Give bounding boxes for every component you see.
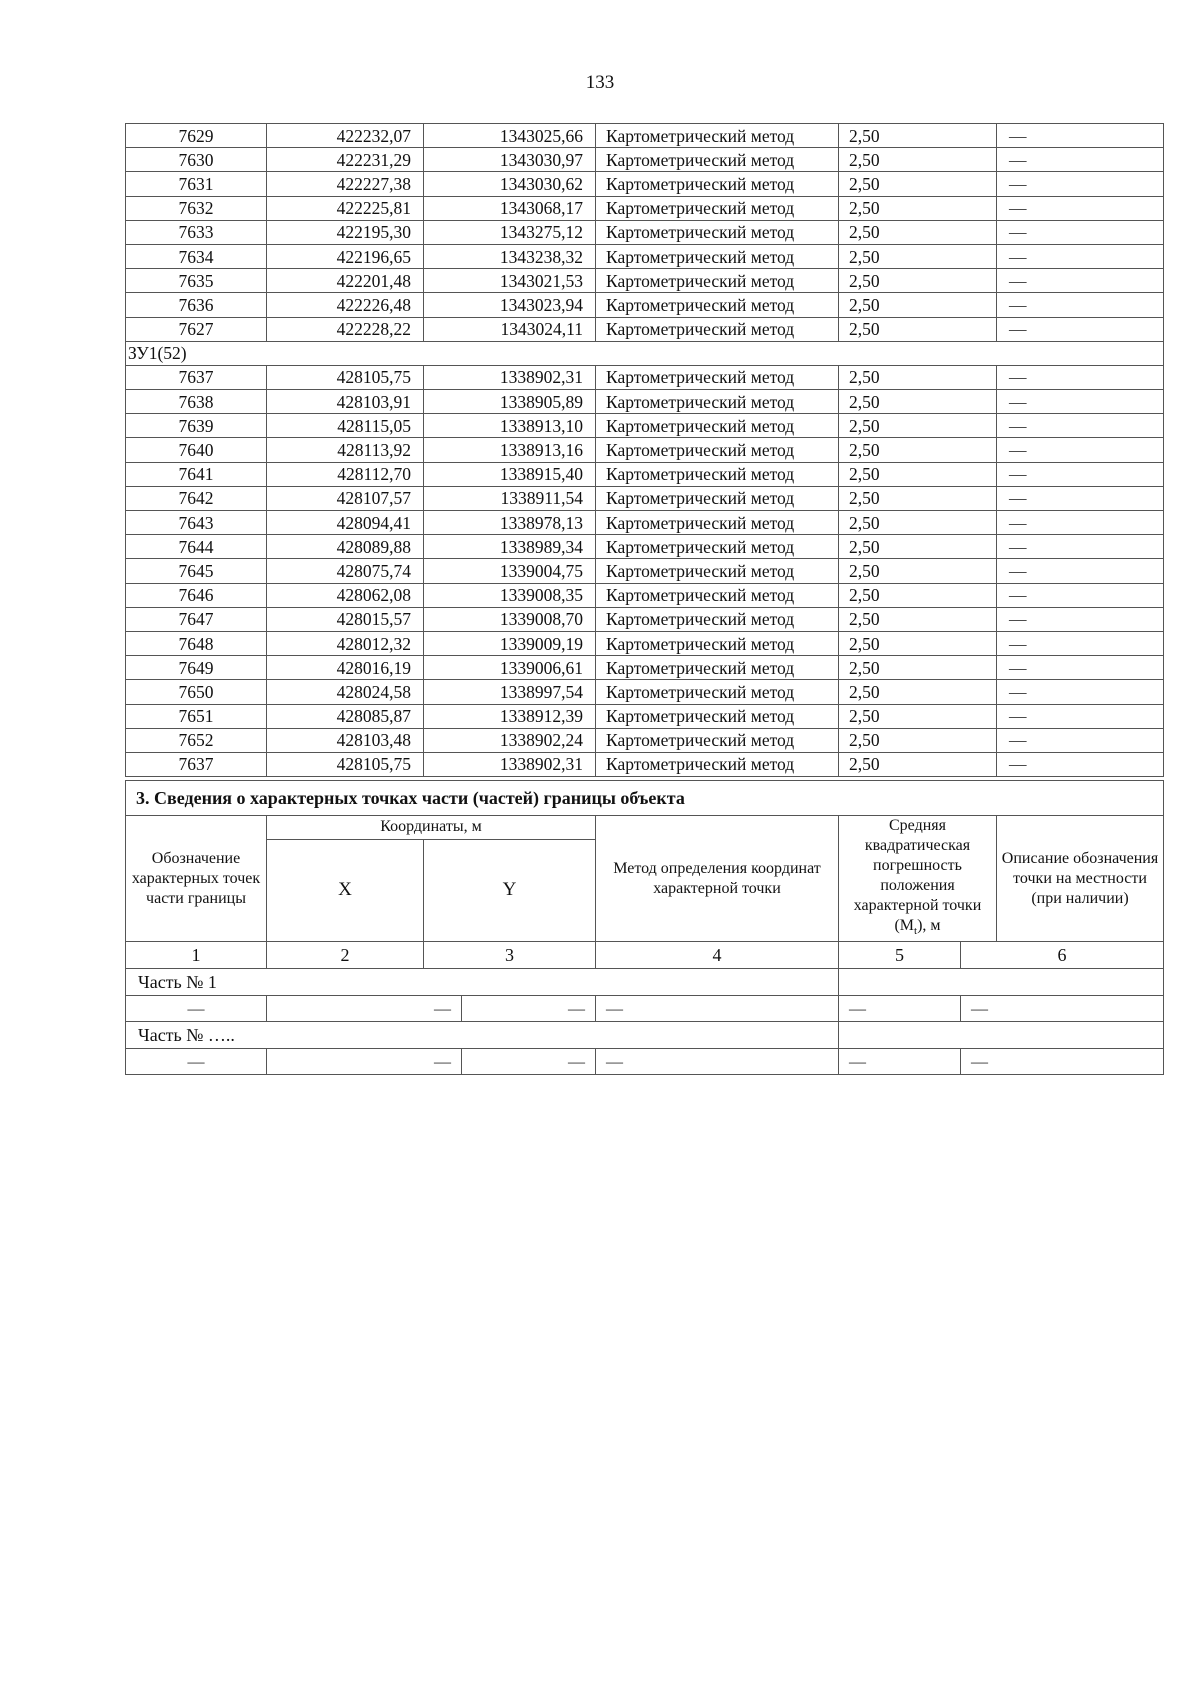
- error-value: 2,50: [839, 196, 997, 220]
- error-value: 2,50: [839, 607, 997, 631]
- method: Картометрический метод: [596, 607, 839, 631]
- method: Картометрический метод: [596, 365, 839, 389]
- part-cell: —: [462, 996, 596, 1022]
- header-coordinates: Координаты, м: [267, 816, 596, 840]
- header-error: Средняя квадратическая погрешность положения характерной точки $(M_t)$, м: [839, 816, 997, 942]
- point-number: 7631: [126, 172, 267, 196]
- y-coordinate: 1339009,19: [424, 631, 596, 655]
- point-number: 7649: [126, 656, 267, 680]
- method: Картометрический метод: [596, 486, 839, 510]
- method: Картометрический метод: [596, 535, 839, 559]
- header-x: X: [267, 839, 424, 942]
- table-row: [126, 196, 1164, 220]
- x-coordinate: 422195,30: [267, 220, 424, 244]
- y-coordinate: 1343025,66: [424, 124, 596, 148]
- description: —: [997, 728, 1164, 752]
- point-number: 7641: [126, 462, 267, 486]
- y-coordinate: 1343021,53: [424, 269, 596, 293]
- table-row: [126, 535, 1164, 559]
- method: Картометрический метод: [596, 124, 839, 148]
- x-coordinate: 428089,88: [267, 535, 424, 559]
- point-number: 7629: [126, 124, 267, 148]
- coordinates-table: [125, 123, 1164, 777]
- error-value: 2,50: [839, 172, 997, 196]
- column-number: 6: [961, 942, 1164, 969]
- header-y: Y: [424, 839, 596, 942]
- y-coordinate: 1339008,35: [424, 583, 596, 607]
- point-number: 7635: [126, 269, 267, 293]
- part-cell: —: [462, 1049, 596, 1075]
- x-coordinate: 428015,57: [267, 607, 424, 631]
- y-coordinate: 1338997,54: [424, 680, 596, 704]
- group-row: [126, 341, 1164, 365]
- x-coordinate: 428113,92: [267, 438, 424, 462]
- part-cell: —: [596, 996, 839, 1022]
- error-value: 2,50: [839, 511, 997, 535]
- part-title-spacer: [839, 1022, 1164, 1049]
- description: —: [997, 559, 1164, 583]
- description: —: [997, 462, 1164, 486]
- description: —: [997, 293, 1164, 317]
- point-number: 7643: [126, 511, 267, 535]
- table-row: [126, 559, 1164, 583]
- y-coordinate: 1343068,17: [424, 196, 596, 220]
- x-coordinate: 422228,22: [267, 317, 424, 341]
- description: —: [997, 317, 1164, 341]
- header-description: Описание обозначения точки на местности (при наличии): [997, 816, 1164, 942]
- column-number: 1: [126, 942, 267, 969]
- section3-title: 3. Сведения о характерных точках части (частей) границы объекта: [126, 781, 1164, 816]
- x-coordinate: 428085,87: [267, 704, 424, 728]
- point-number: 7637: [126, 365, 267, 389]
- method: Картометрический метод: [596, 269, 839, 293]
- point-number: 7639: [126, 414, 267, 438]
- method: Картометрический метод: [596, 244, 839, 268]
- table-row: [126, 438, 1164, 462]
- x-coordinate: 428024,58: [267, 680, 424, 704]
- y-coordinate: 1338902,24: [424, 728, 596, 752]
- error-value: 2,50: [839, 656, 997, 680]
- description: —: [997, 631, 1164, 655]
- method: Картометрический метод: [596, 438, 839, 462]
- y-coordinate: 1338913,16: [424, 438, 596, 462]
- table-row: [126, 365, 1164, 389]
- description: —: [997, 607, 1164, 631]
- table-row: [126, 148, 1164, 172]
- header-designation: Обозначение характерных точек части границы: [126, 816, 267, 942]
- error-value: 2,50: [839, 752, 997, 776]
- part-title-spacer: [839, 969, 1164, 996]
- x-coordinate: 422201,48: [267, 269, 424, 293]
- description: —: [997, 680, 1164, 704]
- y-coordinate: 1339006,61: [424, 656, 596, 680]
- part-cell: —: [267, 1049, 462, 1075]
- method: Картометрический метод: [596, 728, 839, 752]
- method: Картометрический метод: [596, 317, 839, 341]
- column-number: 5: [839, 942, 961, 969]
- error-value: 2,50: [839, 269, 997, 293]
- error-value: 2,50: [839, 462, 997, 486]
- table-row: [126, 462, 1164, 486]
- description: —: [997, 752, 1164, 776]
- method: Картометрический метод: [596, 656, 839, 680]
- group-label: ЗУ1(52): [126, 341, 1164, 365]
- part-cell: —: [126, 996, 267, 1022]
- table-row: [126, 244, 1164, 268]
- description: —: [997, 656, 1164, 680]
- error-value: 2,50: [839, 583, 997, 607]
- part-title: Часть № 1: [126, 969, 839, 996]
- method: Картометрический метод: [596, 752, 839, 776]
- x-coordinate: 428016,19: [267, 656, 424, 680]
- x-coordinate: 422196,65: [267, 244, 424, 268]
- method: Картометрический метод: [596, 559, 839, 583]
- y-coordinate: 1343030,62: [424, 172, 596, 196]
- point-number: 7651: [126, 704, 267, 728]
- description: —: [997, 220, 1164, 244]
- table-row: [126, 414, 1164, 438]
- method: Картометрический метод: [596, 704, 839, 728]
- table-row: [126, 124, 1164, 148]
- x-coordinate: 422226,48: [267, 293, 424, 317]
- point-number: 7630: [126, 148, 267, 172]
- y-coordinate: 1343024,11: [424, 317, 596, 341]
- point-number: 7627: [126, 317, 267, 341]
- description: —: [997, 196, 1164, 220]
- part-cell: —: [596, 1049, 839, 1075]
- error-value: 2,50: [839, 124, 997, 148]
- y-coordinate: 1339008,70: [424, 607, 596, 631]
- table-row: [126, 656, 1164, 680]
- x-coordinate: 422227,38: [267, 172, 424, 196]
- table-row: [126, 172, 1164, 196]
- y-coordinate: 1338913,10: [424, 414, 596, 438]
- table-row: [126, 680, 1164, 704]
- description: —: [997, 172, 1164, 196]
- method: Картометрический метод: [596, 148, 839, 172]
- y-coordinate: 1338978,13: [424, 511, 596, 535]
- error-value: 2,50: [839, 390, 997, 414]
- method: Картометрический метод: [596, 196, 839, 220]
- page-number: 133: [585, 72, 615, 93]
- table-row: [126, 583, 1164, 607]
- x-coordinate: 428012,32: [267, 631, 424, 655]
- x-coordinate: 428107,57: [267, 486, 424, 510]
- y-coordinate: 1338911,54: [424, 486, 596, 510]
- error-value: 2,50: [839, 414, 997, 438]
- part-cell: —: [839, 1049, 961, 1075]
- x-coordinate: 422231,29: [267, 148, 424, 172]
- error-value: 2,50: [839, 535, 997, 559]
- column-number: 2: [267, 942, 424, 969]
- method: Картометрический метод: [596, 390, 839, 414]
- y-coordinate: 1343030,97: [424, 148, 596, 172]
- table-row: [126, 293, 1164, 317]
- point-number: 7644: [126, 535, 267, 559]
- table-row: [126, 704, 1164, 728]
- point-number: 7652: [126, 728, 267, 752]
- description: —: [997, 704, 1164, 728]
- y-coordinate: 1343238,32: [424, 244, 596, 268]
- x-coordinate: 428103,91: [267, 390, 424, 414]
- y-coordinate: 1338905,89: [424, 390, 596, 414]
- x-coordinate: 428105,75: [267, 752, 424, 776]
- point-number: 7638: [126, 390, 267, 414]
- error-value: 2,50: [839, 704, 997, 728]
- x-coordinate: 428115,05: [267, 414, 424, 438]
- point-number: 7650: [126, 680, 267, 704]
- error-value: 2,50: [839, 365, 997, 389]
- part-cell: —: [961, 1049, 1164, 1075]
- table-row: [126, 607, 1164, 631]
- error-value: 2,50: [839, 148, 997, 172]
- part-cell: —: [126, 1049, 267, 1075]
- description: —: [997, 486, 1164, 510]
- table-row: [126, 486, 1164, 510]
- header-method: Метод определения координат характерной точки: [596, 816, 839, 942]
- description: —: [997, 438, 1164, 462]
- error-value: 2,50: [839, 293, 997, 317]
- description: —: [997, 583, 1164, 607]
- x-coordinate: 422225,81: [267, 196, 424, 220]
- description: —: [997, 124, 1164, 148]
- error-value: 2,50: [839, 559, 997, 583]
- description: —: [997, 390, 1164, 414]
- table-row: [126, 752, 1164, 776]
- y-coordinate: 1338915,40: [424, 462, 596, 486]
- error-value: 2,50: [839, 220, 997, 244]
- part-cell: —: [961, 996, 1164, 1022]
- point-number: 7636: [126, 293, 267, 317]
- y-coordinate: 1343023,94: [424, 293, 596, 317]
- x-coordinate: 428103,48: [267, 728, 424, 752]
- part-title: Часть № …..: [126, 1022, 839, 1049]
- method: Картометрический метод: [596, 631, 839, 655]
- error-value: 2,50: [839, 631, 997, 655]
- method: Картометрический метод: [596, 293, 839, 317]
- point-number: 7634: [126, 244, 267, 268]
- description: —: [997, 535, 1164, 559]
- error-value: 2,50: [839, 680, 997, 704]
- error-value: 2,50: [839, 486, 997, 510]
- error-value: 2,50: [839, 317, 997, 341]
- error-value: 2,50: [839, 244, 997, 268]
- y-coordinate: 1338989,34: [424, 535, 596, 559]
- section3-table: [125, 780, 1164, 1075]
- point-number: 7633: [126, 220, 267, 244]
- point-number: 7648: [126, 631, 267, 655]
- method: Картометрический метод: [596, 462, 839, 486]
- x-coordinate: 428112,70: [267, 462, 424, 486]
- method: Картометрический метод: [596, 583, 839, 607]
- table-row: [126, 631, 1164, 655]
- table-row: [126, 511, 1164, 535]
- y-coordinate: 1338902,31: [424, 752, 596, 776]
- description: —: [997, 148, 1164, 172]
- column-number: 3: [424, 942, 596, 969]
- point-number: 7646: [126, 583, 267, 607]
- table-row: [126, 317, 1164, 341]
- x-coordinate: 422232,07: [267, 124, 424, 148]
- y-coordinate: 1339004,75: [424, 559, 596, 583]
- y-coordinate: 1338902,31: [424, 365, 596, 389]
- x-coordinate: 428105,75: [267, 365, 424, 389]
- method: Картометрический метод: [596, 680, 839, 704]
- description: —: [997, 244, 1164, 268]
- method: Картометрический метод: [596, 414, 839, 438]
- y-coordinate: 1338912,39: [424, 704, 596, 728]
- point-number: 7640: [126, 438, 267, 462]
- error-value: 2,50: [839, 728, 997, 752]
- part-cell: —: [839, 996, 961, 1022]
- table-row: [126, 728, 1164, 752]
- point-number: 7645: [126, 559, 267, 583]
- error-value: 2,50: [839, 438, 997, 462]
- column-number: 4: [596, 942, 839, 969]
- description: —: [997, 365, 1164, 389]
- description: —: [997, 511, 1164, 535]
- x-coordinate: 428062,08: [267, 583, 424, 607]
- method: Картометрический метод: [596, 511, 839, 535]
- description: —: [997, 414, 1164, 438]
- x-coordinate: 428094,41: [267, 511, 424, 535]
- point-number: 7632: [126, 196, 267, 220]
- description: —: [997, 269, 1164, 293]
- part-cell: —: [267, 996, 462, 1022]
- point-number: 7642: [126, 486, 267, 510]
- method: Картометрический метод: [596, 220, 839, 244]
- x-coordinate: 428075,74: [267, 559, 424, 583]
- table-row: [126, 269, 1164, 293]
- table-row: [126, 390, 1164, 414]
- point-number: 7637: [126, 752, 267, 776]
- point-number: 7647: [126, 607, 267, 631]
- method: Картометрический метод: [596, 172, 839, 196]
- y-coordinate: 1343275,12: [424, 220, 596, 244]
- table-row: [126, 220, 1164, 244]
